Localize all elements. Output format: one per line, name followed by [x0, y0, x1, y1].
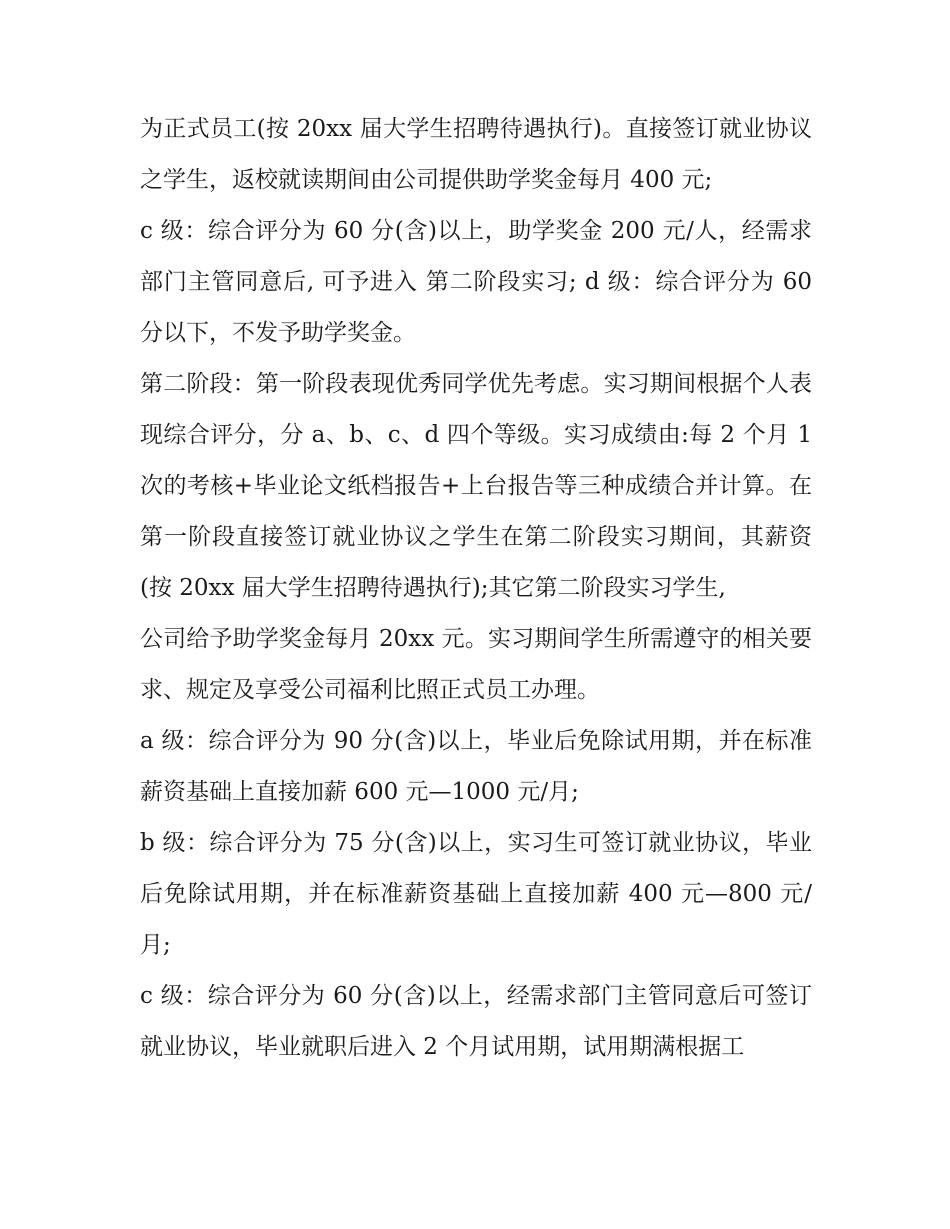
- paragraph-intro: 为正式员工(按 20xx 届大学生招聘待遇执行)。直接签订就业协议之学生，返校就读期间由公司提供助学奖金每月 400 元;: [140, 116, 812, 193]
- document-body: [140, 104, 812, 1073]
- paragraph-grade-c-d-stage-one: c 级：综合评分为 60 分(含)以上，助学奖金 200 元/人，经需求部门主管同意后, 可予进入 第二阶段实习; d 级：综合评分为 60 分以下，不发予助学奖金。: [140, 218, 812, 346]
- paragraph-stage-two: 第二阶段：第一阶段表现优秀同学优先考虑。实习期间根据个人表现综合评分，分 a、b、c、d 四个等级。实习成绩由:每 2 个月 1 次的考核+毕业论文纸档报告+上台报告等三种成绩合并计算。在第一阶段直接签订就业协议之学生在第二阶段实习期间，其薪资(按 20xx 届大学生招聘待遇执行);其它第二阶段实习学生,: [140, 371, 812, 601]
- paragraph-grade-b: b 级：综合评分为 75 分(含)以上，实习生可签订就业协议，毕业后免除试用期，并在标准薪资基础上直接加薪 400 元—800 元/月;: [140, 830, 812, 958]
- paragraph-grade-c-stage-two: c 级：综合评分为 60 分(含)以上，经需求部门主管同意后可签订就业协议，毕业就职后进入 2 个月试用期，试用期满根据工: [140, 983, 812, 1060]
- paragraph-stipend: 公司给予助学奖金每月 20xx 元。实习期间学生所需遵守的相关要求、规定及享受公司福利比照正式员工办理。: [140, 626, 812, 703]
- paragraph-grade-a: a 级：综合评分为 90 分(含)以上，毕业后免除试用期，并在标准薪资基础上直接加薪 600 元—1000 元/月;: [140, 728, 812, 805]
